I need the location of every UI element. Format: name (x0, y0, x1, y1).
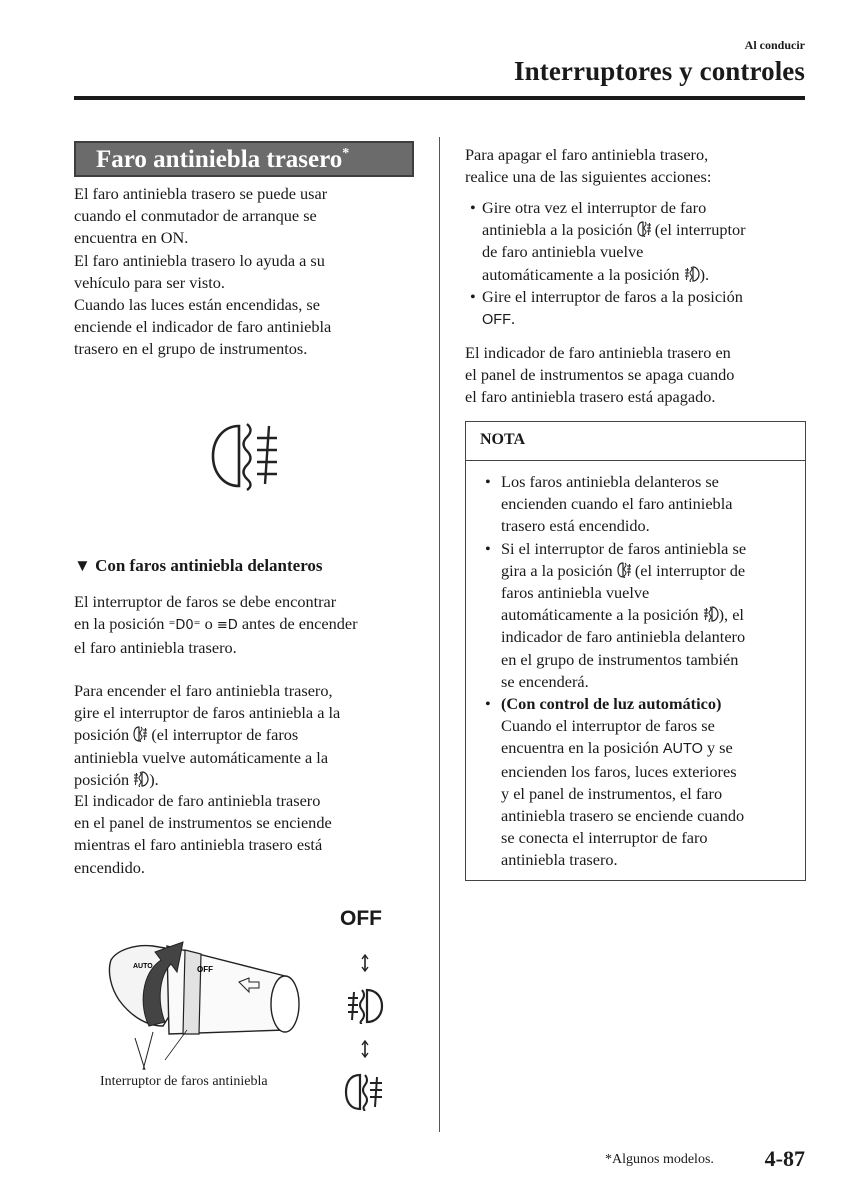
page-number: 4-87 (764, 1146, 805, 1171)
right-intro (465, 144, 810, 188)
left-para-3 (74, 790, 419, 879)
stalk-off-label: OFF (197, 965, 213, 974)
left-para-1 (74, 591, 419, 660)
para-line: realice una de las siguientes acciones: (465, 167, 712, 187)
intro-line: trasero en el grupo de instrumentos. (74, 339, 308, 359)
footnote-mark: * (342, 146, 350, 161)
header-section-label: Al conducir (744, 38, 805, 52)
list-item: • (Con control de luz automático) Cuando el interruptor de faros se encuentra en la posición AUTO y se encienden los faros, luces exteriores y el panel de instrumentos, el faro antiniebla trasero se enciende cuando se conecta el interruptor de faro antiniebla trasero. (485, 694, 745, 870)
subheading (74, 556, 323, 576)
intro-line: El faro antiniebla trasero se puede usar (74, 184, 328, 203)
double-arrow-icon (358, 954, 372, 972)
para-line: Para apagar el faro antiniebla trasero, (465, 145, 709, 164)
rear-fog-icon (133, 726, 147, 742)
para-line: encendido. (74, 857, 145, 877)
intro-line: encuentra en ON. (74, 228, 189, 248)
off-position-label: OFF (482, 312, 511, 329)
para-line: en la posición ⁼D0⁼ o ≡D antes de encender (74, 614, 358, 634)
intro-line: El faro antiniebla trasero lo ayuda a su (74, 250, 325, 270)
right-bullets (465, 197, 810, 331)
page-title: Interruptores y controles (514, 56, 805, 86)
note-title: NOTA (466, 422, 805, 461)
front-fog-icon (684, 266, 700, 282)
para-line: antiniebla vuelve automáticamente a la (74, 747, 329, 767)
rear-fog-icon (637, 221, 651, 237)
bullet-icon: • (470, 286, 476, 306)
off-label: OFF (340, 907, 382, 930)
intro-line: Cuando las luces están encendidas, se (74, 295, 320, 315)
para-line: el panel de instrumentos se apaga cuando (465, 365, 735, 385)
intro-line: enciende el indicador de faro antiniebla (74, 317, 332, 337)
para-line: El indicador de faro antiniebla trasero (74, 791, 321, 810)
front-fog-icon (133, 771, 149, 787)
triangle-down-icon: ▼ (74, 556, 91, 575)
intro-line: cuando el conmutador de arranque se (74, 206, 317, 226)
intro-line: vehículo para ser visto. (74, 272, 226, 292)
rear-fog-icon (617, 562, 631, 578)
bullet-icon: • (485, 472, 491, 491)
double-arrow-icon (358, 1040, 372, 1058)
header-rule (74, 96, 805, 100)
para-line: posición (el interruptor de faros (74, 725, 299, 745)
left-para-2 (74, 680, 419, 791)
para-line: el faro antiniebla trasero. (74, 638, 237, 658)
list-item: • Gire otra vez el interruptor de faro antiniebla a la posición (el interruptor de faro antiniebla vuelve automáticamente a la posición ). (470, 198, 746, 284)
bullet-icon: • (470, 198, 476, 217)
right-after (465, 342, 810, 409)
rear-fog-symbol-icon (344, 1073, 384, 1111)
rear-fog-indicator-icon (205, 420, 285, 492)
note-list (479, 471, 799, 872)
note-box (465, 421, 806, 881)
para-line: gire el interruptor de faros antiniebla a la (74, 703, 341, 723)
headlights-icon: ≡D (216, 618, 238, 634)
fog-switch-stalk-illustration (105, 930, 305, 1070)
column-divider (439, 137, 440, 1132)
position-lights-icon: ⁼D0⁼ (168, 618, 201, 634)
bullet-icon: • (485, 538, 491, 558)
front-fog-icon (703, 606, 719, 622)
para-line: mientras el faro antiniebla trasero está (74, 835, 323, 855)
left-intro (74, 183, 419, 361)
para-line: el faro antiniebla trasero está apagado. (465, 387, 716, 407)
para-line: posición ). (74, 769, 159, 789)
section-title-text: Faro antiniebla trasero (96, 146, 343, 173)
subheading-text: Con faros antiniebla delanteros (95, 556, 323, 575)
figure-caption: Interruptor de faros antiniebla (100, 1074, 268, 1089)
section-title (74, 141, 414, 177)
front-fog-symbol-icon (346, 988, 384, 1024)
list-item: • Los faros antiniebla delanteros se encienden cuando el faro antiniebla trasero está encendido. (485, 472, 733, 536)
bullet-icon: • (485, 694, 491, 714)
para-line: El indicador de faro antiniebla trasero en (465, 343, 731, 362)
auto-position-label: AUTO (662, 741, 703, 758)
para-line: Para encender el faro antiniebla trasero, (74, 681, 333, 700)
para-line: El interruptor de faros se debe encontrar (74, 592, 337, 611)
footnote: *Algunos modelos. (605, 1152, 714, 1167)
list-item: • Gire el interruptor de faros a la posición OFF. (470, 286, 743, 329)
stalk-auto-label: AUTO (133, 963, 153, 970)
list-item: • Si el interruptor de faros antiniebla se gira a la posición (el interruptor de faros antiniebla vuelve automáticamente a la posición ), el indicador de faro antiniebla delantero en el grupo de instrumentos también se encenderá. (485, 538, 747, 691)
para-line: en el panel de instrumentos se enciende (74, 813, 332, 833)
